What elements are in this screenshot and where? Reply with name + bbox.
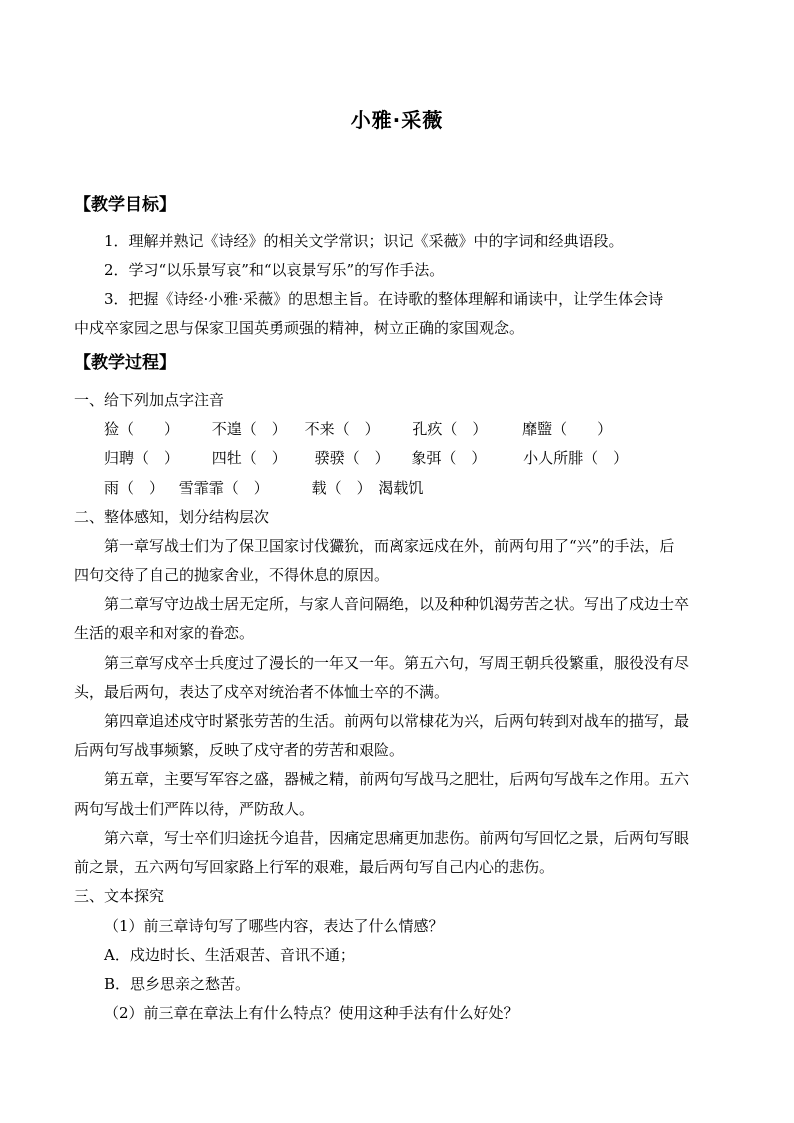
pinyin-item: 不来（ ） — [304, 420, 380, 438]
paragraph-line: 第三章写戍卒士兵度过了漫长的一年又一年。第五六句，写周王朝兵役繁重，服役没有尽 — [104, 654, 690, 672]
pinyin-row — [104, 448, 628, 468]
paragraph-line: 两句写战士们严阵以待，严防敌人。 — [74, 800, 315, 818]
pinyin-item: 小人所腓（ ） — [523, 449, 629, 467]
goal-line: 1．理解并熟记《诗经》的相关文学常识；识记《采薇》中的字词和经典语段。 — [104, 232, 624, 250]
pinyin-item: 载（ ） — [311, 479, 372, 497]
pinyin-row — [104, 419, 612, 439]
answer-line: A．戍边时长、生活艰苦、音讯不通； — [104, 946, 355, 964]
goal-line: 3．把握《诗经·小雅·采薇》的思想主旨。在诗歌的整体理解和诵读中，让学生体会诗 — [104, 290, 664, 308]
paragraph-line: 头，最后两句，表达了戍卒对统治者不体恤士卒的不满。 — [74, 683, 450, 701]
answer-line: B．思乡思亲之愁苦。 — [104, 975, 251, 993]
part2-heading: 二、整体感知，划分结构层次 — [74, 508, 270, 526]
paragraph-line: 后两句写战事频繁，反映了戍守者的劳苦和艰险。 — [74, 741, 405, 759]
pinyin-item: 四牡（ ） — [211, 449, 287, 467]
paragraph-line: 生活的艰辛和对家的眷恋。 — [74, 624, 255, 642]
page-title: 小雅·采薇 — [350, 108, 444, 132]
part3-heading: 三、文本探究 — [74, 887, 165, 905]
paragraph-line: 前之景，五六两句写回家路上行军的艰难，最后两句写自己内心的悲伤。 — [74, 858, 555, 876]
paragraph-line: 第五章，主要写军容之盛，器械之精，前两句写战马之肥壮，后两句写战车之作用。五六 — [104, 770, 690, 788]
paragraph-line: 第六章，写士卒们归途抚今追昔，因痛定思痛更加悲伤。前两句写回忆之景，后两句写眼 — [104, 829, 690, 847]
pinyin-item: 归聘（ ） — [104, 449, 180, 467]
question-line: （2）前三章在章法上有什么特点？使用这种手法有什么好处？ — [104, 1004, 519, 1022]
goal-line: 2．学习“以乐景写哀”和“以哀景写乐”的写作手法。 — [104, 261, 445, 279]
process-heading: 【教学过程】 — [74, 353, 176, 373]
question-line: （1）前三章诗句写了哪些内容，表达了什么情感？ — [104, 917, 444, 935]
pinyin-item: 靡盬（ ） — [522, 420, 613, 438]
pinyin-item: 雨（ ） — [104, 479, 165, 497]
goals-heading: 【教学目标】 — [74, 195, 176, 215]
paragraph-line: 第一章写战士们为了保卫国家讨伐玁狁，而离家远戍在外，前两句用了“兴”的手法，后 — [104, 537, 675, 555]
pinyin-item: 象弭（ ） — [411, 449, 487, 467]
paragraph-line: 第四章追述戍守时紧张劳苦的生活。前两句以常棣花为兴，后两句转到对战车的描写，最 — [104, 712, 690, 730]
pinyin-item: 不遑（ ） — [211, 420, 287, 438]
part1-heading: 一、给下列加点字注音 — [74, 391, 225, 409]
pinyin-item: 骙骙（ ） — [314, 449, 390, 467]
pinyin-item: 雪霏霏（ ） — [178, 479, 269, 497]
paragraph-line: 第二章写守边战士居无定所，与家人音问隔绝，以及种种饥渴劳苦之状。写出了戍边士卒 — [104, 595, 690, 613]
pinyin-row — [104, 478, 423, 498]
paragraph-line: 四句交待了自己的抛家舍业，不得休息的原因。 — [74, 566, 390, 584]
pinyin-item: 孔疚（ ） — [412, 420, 488, 438]
pinyin-item: 猃（ ） — [104, 420, 180, 438]
goal-line: 中戍卒家园之思与保家卫国英勇顽强的精神，树立正确的家国观念。 — [74, 319, 525, 337]
pinyin-item: 渴载饥 — [378, 479, 424, 497]
